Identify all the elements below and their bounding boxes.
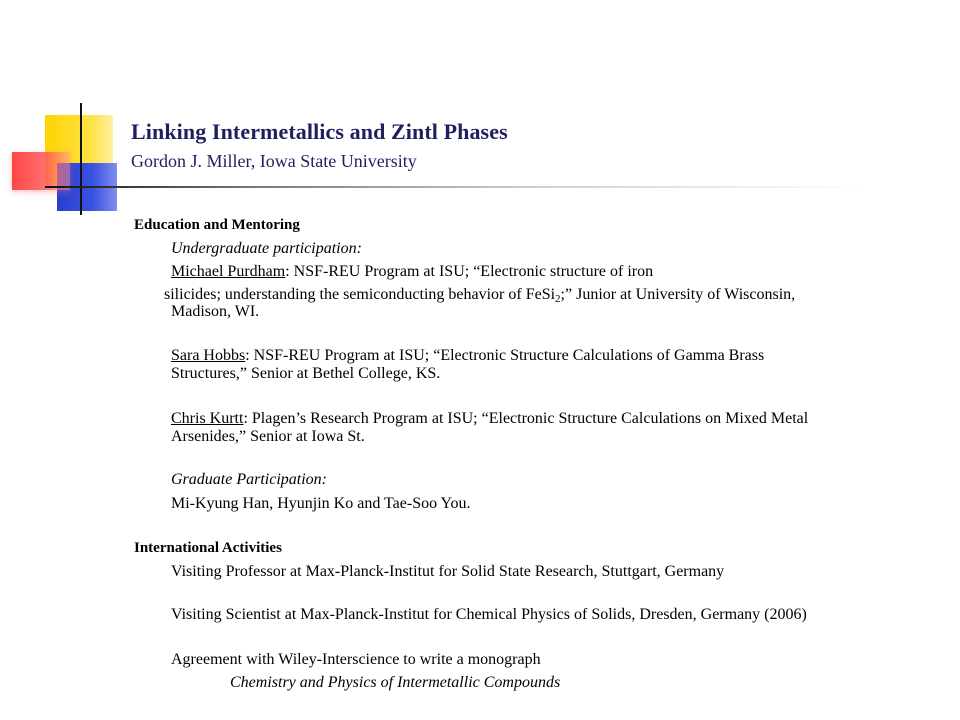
vertical-line-decoration — [80, 103, 82, 215]
entry-hobbs-name: Sara Hobbs — [171, 347, 246, 364]
book-title: Chemistry and Physics of Intermetallic Compounds — [230, 674, 561, 691]
entry-hobbs-line1 — [171, 346, 764, 365]
entry-purdham-line2-pre: silicides; understanding the semiconducting behavior of FeSi — [164, 286, 556, 303]
entry-kurtt-name: Chris Kurtt — [171, 410, 244, 427]
entry-purdham-text: : NSF-REU Program at ISU; “Electronic structure of iron — [285, 263, 654, 280]
education-heading: Education and Mentoring — [134, 217, 300, 233]
grad-names: Mi-Kyung Han, Hyunjin Ko and Tae-Soo You. — [171, 495, 471, 512]
entry-kurtt-text: : Plagen’s Research Program at ISU; “Electronic Structure Calculations on Mixed Metal — [243, 410, 809, 427]
international-item-2: Visiting Scientist at Max-Planck-Institut for Chemical Physics of Solids, Dresden, Germany (2006) — [171, 606, 807, 623]
red-square-decoration — [12, 152, 70, 190]
entry-purdham-line3: Madison, WI. — [171, 303, 260, 320]
grad-label: Graduate Participation: — [171, 471, 327, 488]
undergrad-label: Undergraduate participation: — [171, 240, 362, 257]
entry-purdham-line1 — [171, 262, 653, 281]
international-heading: International Activities — [134, 540, 282, 556]
slide-subtitle: Gordon J. Miller, Iowa State University — [131, 151, 417, 171]
slide-title: Linking Intermetallics and Zintl Phases — [131, 119, 508, 144]
entry-purdham-name: Michael Purdham — [171, 263, 286, 280]
entry-hobbs-line2: Structures,” Senior at Bethel College, KS. — [171, 365, 441, 382]
entry-purdham-line2-post: ;” Junior at University of Wisconsin, — [560, 286, 796, 303]
international-item-1: Visiting Professor at Max-Planck-Institut for Solid State Research, Stuttgart, Germany — [171, 563, 725, 580]
international-item-3: Agreement with Wiley-Interscience to write a monograph — [171, 651, 541, 668]
title-underline-decoration — [45, 186, 865, 188]
entry-kurtt-line1 — [171, 409, 808, 428]
entry-hobbs-text: : NSF-REU Program at ISU; “Electronic Structure Calculations of Gamma Brass — [245, 347, 765, 364]
entry-purdham-subscript: 2 — [555, 293, 561, 305]
entry-kurtt-line2: Arsenides,” Senior at Iowa St. — [171, 428, 365, 445]
